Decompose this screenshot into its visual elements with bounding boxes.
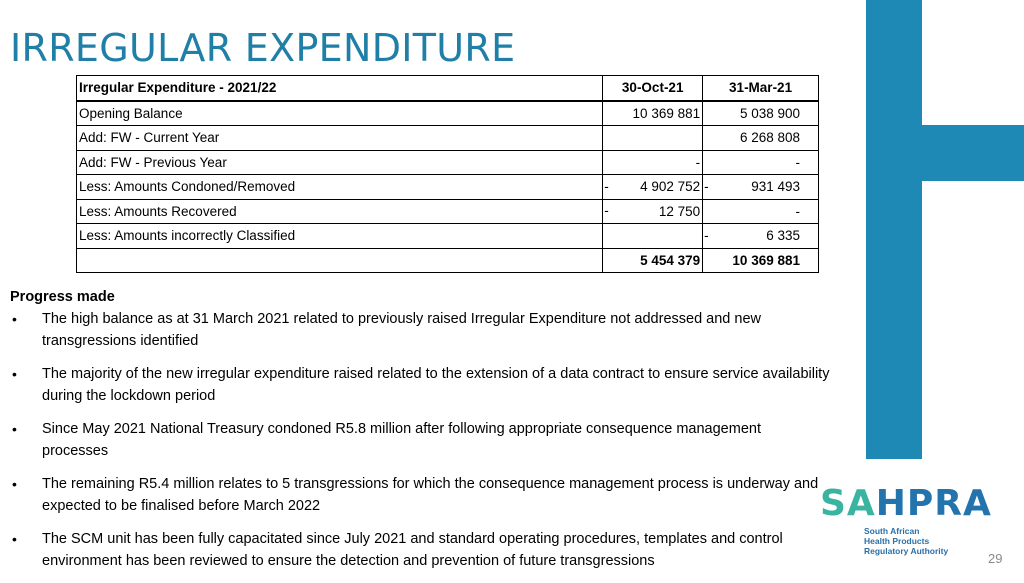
bullet-icon: • — [12, 421, 17, 437]
list-item — [10, 418, 830, 462]
row-value-col-2: 5 038 900 — [703, 101, 819, 126]
decorative-horizontal-bar — [922, 125, 1024, 181]
bullet-text: The high balance as at 31 March 2021 related to previously raised Irregular Expenditure not addressed and new transgressions identified — [42, 311, 761, 349]
bullet-icon: • — [12, 476, 17, 492]
total-col-2: 10 369 881 — [703, 248, 819, 273]
row-value-col-1 — [603, 224, 703, 249]
row-value-col-2: - 931 493 — [703, 175, 819, 200]
table-row — [77, 175, 819, 200]
row-value-col-2: - — [703, 199, 819, 224]
bullet-text: The SCM unit has been fully capacitated since July 2021 and standard operating procedures, templates and control environment has been reviewed to ensure the detection and prevention of future transgressions — [42, 531, 783, 569]
table-total-row — [77, 248, 819, 273]
logo-subtitle: South African Health Products Regulatory Authority — [864, 526, 949, 556]
page-number: 29 — [988, 551, 1003, 566]
row-label: Opening Balance — [77, 101, 603, 126]
logo-wordmark: SAHPRA — [820, 483, 992, 524]
table-header-row — [77, 76, 819, 101]
irregular-expenditure-table — [76, 75, 819, 273]
row-label: Add: FW - Previous Year — [77, 150, 603, 175]
bullet-icon: • — [12, 531, 17, 547]
bullet-text: Since May 2021 National Treasury condoned R5.8 million after following appropriate consequence management processes — [42, 421, 761, 459]
row-value-col-1: - — [603, 150, 703, 175]
row-value-col-1: 10 369 881 — [603, 101, 703, 126]
row-label: Less: Amounts Recovered — [77, 199, 603, 224]
row-value-col-2: 6 268 808 — [703, 126, 819, 151]
row-label: Add: FW - Current Year — [77, 126, 603, 151]
row-value-col-2: - — [703, 150, 819, 175]
header-label: Irregular Expenditure - 2021/22 — [77, 76, 603, 101]
header-col-1: 30-Oct-21 — [603, 76, 703, 101]
table-row — [77, 199, 819, 224]
table-row — [77, 126, 819, 151]
total-label — [77, 248, 603, 273]
header-col-2: 31-Mar-21 — [703, 76, 819, 101]
bullet-icon: • — [12, 311, 17, 327]
bullet-text: The remaining R5.4 million relates to 5 transgressions for which the consequence management process is underway and expected to be finalised before March 2022 — [42, 476, 819, 514]
row-value-col-2: - 6 335 — [703, 224, 819, 249]
row-value-col-1: - 4 902 752 — [603, 175, 703, 200]
decorative-vertical-bar — [866, 0, 922, 459]
sahpra-logo — [820, 483, 992, 556]
list-item — [10, 363, 830, 407]
progress-section — [10, 286, 830, 583]
bullet-icon: • — [12, 366, 17, 382]
list-item — [10, 473, 830, 517]
row-label: Less: Amounts incorrectly Classified — [77, 224, 603, 249]
table-row — [77, 150, 819, 175]
table-row — [77, 224, 819, 249]
row-value-col-1 — [603, 126, 703, 151]
bullet-text: The majority of the new irregular expenditure raised related to the extension of a data contract to ensure service availability during the lockdown period — [42, 366, 830, 404]
row-label: Less: Amounts Condoned/Removed — [77, 175, 603, 200]
list-item — [10, 308, 830, 352]
table-row — [77, 101, 819, 126]
total-col-1: 5 454 379 — [603, 248, 703, 273]
list-item — [10, 528, 830, 572]
progress-heading: Progress made — [10, 289, 115, 305]
page-title: IRREGULAR EXPENDITURE — [10, 26, 516, 70]
row-value-col-1: - 12 750 — [603, 199, 703, 224]
